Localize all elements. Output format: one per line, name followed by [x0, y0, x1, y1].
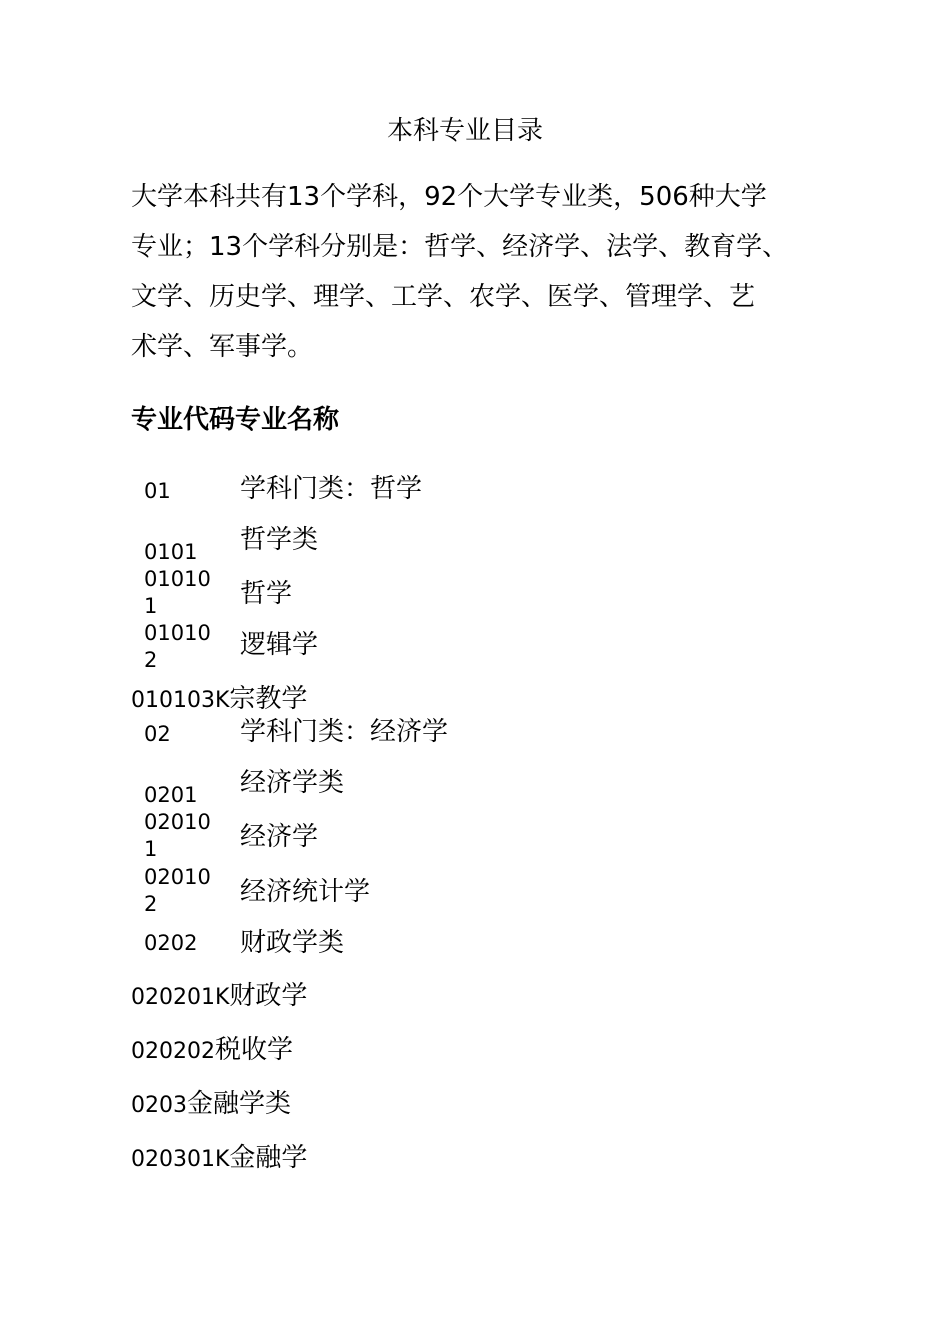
- major-code: 020201K: [131, 985, 230, 1010]
- major-code: 0202: [144, 931, 198, 955]
- major-name: 学科门类：哲学: [240, 474, 423, 504]
- document-title: 本科专业目录: [386, 116, 543, 146]
- intro-line: 大学本科共有13个学科，92个大学专业类，506种大学: [131, 182, 767, 212]
- major-name: 逻辑学: [240, 630, 319, 660]
- major-code: 01010 1: [144, 567, 211, 618]
- major-name: 税收学: [214, 1035, 293, 1065]
- major-name: 金融学类: [187, 1089, 292, 1119]
- major-name: 学科门类：经济学: [240, 717, 449, 747]
- major-row: [131, 979, 307, 1015]
- major-name: 金融学: [229, 1143, 308, 1173]
- major-name: 经济学: [240, 822, 319, 852]
- major-name: 经济统计学: [240, 877, 371, 907]
- major-code: 0101: [144, 540, 198, 564]
- major-code: 020202: [131, 1039, 215, 1064]
- major-code: 02: [144, 722, 171, 746]
- intro-line: 文学、历史学、理学、工学、农学、医学、管理学、艺: [131, 282, 756, 312]
- major-code: 0201: [144, 783, 198, 807]
- intro-paragraph: [131, 172, 831, 372]
- major-row: [131, 1087, 291, 1123]
- major-name: 财政学类: [240, 928, 345, 958]
- major-code: 010103K: [131, 688, 230, 713]
- major-code: 020301K: [131, 1147, 230, 1172]
- major-name: 财政学: [229, 981, 308, 1011]
- major-code: 0203: [131, 1093, 187, 1118]
- major-name: 哲学: [240, 579, 293, 609]
- major-row: [131, 1141, 307, 1177]
- major-code: 02010 1: [144, 810, 211, 861]
- intro-line: 术学、军事学。: [131, 332, 314, 362]
- major-code: 01: [144, 479, 171, 503]
- major-code: 01010 2: [144, 621, 211, 672]
- major-row: [131, 1033, 293, 1069]
- major-name: 哲学类: [240, 525, 319, 555]
- section-heading: 专业代码专业名称: [131, 405, 340, 435]
- major-name: 经济学类: [240, 768, 345, 798]
- major-code: 02010 2: [144, 865, 211, 916]
- major-name: 宗教学: [229, 684, 308, 714]
- intro-line: 专业；13个学科分别是：哲学、经济学、法学、教育学、: [131, 232, 789, 262]
- major-row: [131, 682, 307, 718]
